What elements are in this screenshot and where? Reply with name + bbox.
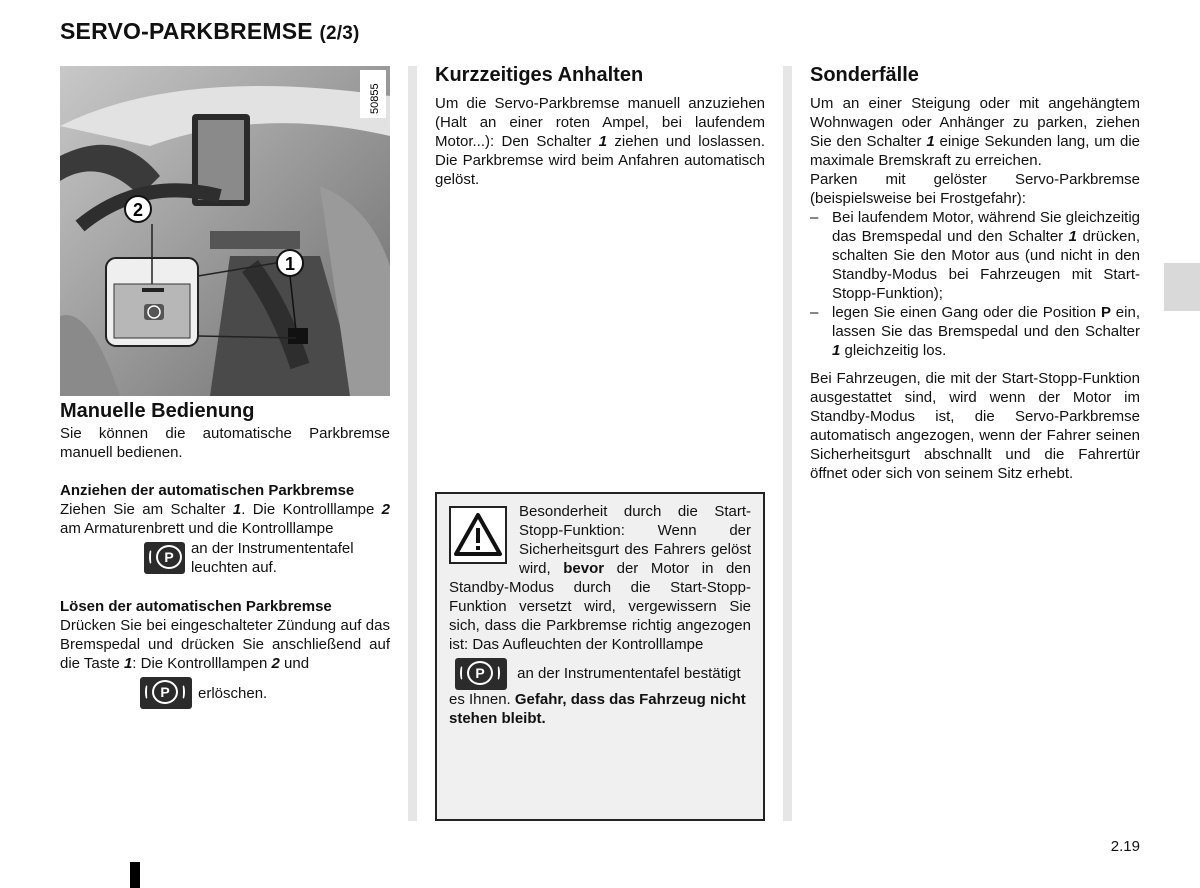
release-text: Drücken Sie bei eingeschalteter Zündung auf das Bremspedal und drücken Sie anschließend auf die Taste 1: Die Kontrolllampen 2 und: [60, 617, 390, 672]
title-sub: (2/3): [319, 23, 360, 44]
special-p2: Parken mit gelöster Servo-Parkbremse (beispielsweise bei Frostgefahr):: [810, 171, 1140, 207]
release-heading: Lösen der automatischen Parkbremse: [60, 598, 332, 615]
list-item: – Bei laufendem Motor, während Sie gleichzeitig das Bremspedal und den Schalter 1 drücken, schalten Sie den Motor aus (und nicht in den Standby-Modus bei Fahrzeugen mit Start-Stopp-Funktion);: [810, 208, 1140, 303]
special-p3: Bei Fahrzeugen, die mit der Start-Stopp-Funktion ausgestattet sind, wird wenn der Motor im Standby-Modus ist, die Servo-Parkbremse automatisch angezogen, wenn der Fahrer seinen Sicherheitsgurt abschnallt und die Fahrertür öffnet oder sich von seinem Sitz erhebt.: [810, 370, 1140, 482]
callout-1-label: 1: [284, 254, 296, 274]
special-list: [810, 208, 1140, 360]
parking-brake-warning-icon: P: [455, 658, 507, 690]
release-text-end: erlöschen.: [198, 684, 268, 702]
crop-mark: [130, 862, 140, 888]
title-main: SERVO-PARKBREMSE: [60, 18, 313, 44]
parking-brake-warning-icon: P: [140, 677, 192, 709]
chapter-tab: [1164, 263, 1200, 311]
section-heading: Kurzzeitiges Anhalten: [435, 64, 644, 86]
list-item: – legen Sie einen Gang oder die Position P ein, lassen Sie das Bremspedal und den Schalter 1 gleichzeitig los.: [810, 303, 1140, 360]
parking-brake-warning-icon: P: [144, 542, 185, 574]
short-stop-section: [435, 62, 765, 189]
page-number: 2.19: [1110, 838, 1140, 855]
dashboard-illustration: [60, 66, 390, 396]
special-p1: Um an einer Steigung oder mit angehängtem Wohnwagen oder Anhänger zu parken, ziehen Sie den Schalter 1 einige Sekunden lang, um die maximale Bremskraft zu erreichen.: [810, 95, 1140, 169]
warning-box: [435, 492, 765, 821]
warning-triangle-icon: [449, 506, 507, 564]
page-title: [60, 18, 360, 45]
callout-2-label: 2: [132, 200, 144, 220]
dashboard-photo: [60, 66, 390, 396]
apply-text: Ziehen Sie am Schalter 1. Die Kontrolllampe 2 am Armaturenbrett und die Kontrolllampe: [60, 501, 390, 537]
manual-operation-section: [60, 398, 390, 713]
apply-text-end: an der Instrumententafel leuchten auf.: [190, 540, 354, 576]
short-stop-text: Um die Servo-Parkbremse manuell anzuziehen (Halt an einer roten Ampel, bei laufendem Motor...): Den Schalter 1 ziehen und loslassen. Die Parkbremse wird beim Anfahren automatisch gelöst.: [435, 95, 765, 188]
release-lamp-line: [60, 673, 390, 713]
apply-heading: Anziehen der automatischen Parkbremse: [60, 482, 355, 499]
column-divider: [408, 66, 417, 821]
column-divider: [783, 66, 792, 821]
warning-text: Besonderheit durch die Start-Stopp-Funktion: Wenn der Sicherheitsgurt des Fahrers gelöst wird, bevor der Motor in den Standby-Modus durch die Start-Stopp-Funktion versetzt wird, vergewissern Sie sich, dass die Parkbremse richtig angezogen ist: Das Aufleuchten der Kontrolllampe: [449, 503, 751, 653]
warning-lamp-line: P an der Instrumententafel bestätigt es Ihnen. Gefahr, dass das Fahrzeug nicht stehen bleibt.: [449, 658, 751, 728]
figure-id: 50855: [369, 83, 381, 114]
section-heading: Sonderfälle: [810, 64, 919, 86]
section-heading: Manuelle Bedienung: [60, 400, 255, 422]
manual-intro: Sie können die automatische Parkbremse manuell bedienen.: [60, 425, 390, 461]
special-cases-section: [810, 62, 1140, 483]
apply-lamp-line: [60, 538, 390, 578]
